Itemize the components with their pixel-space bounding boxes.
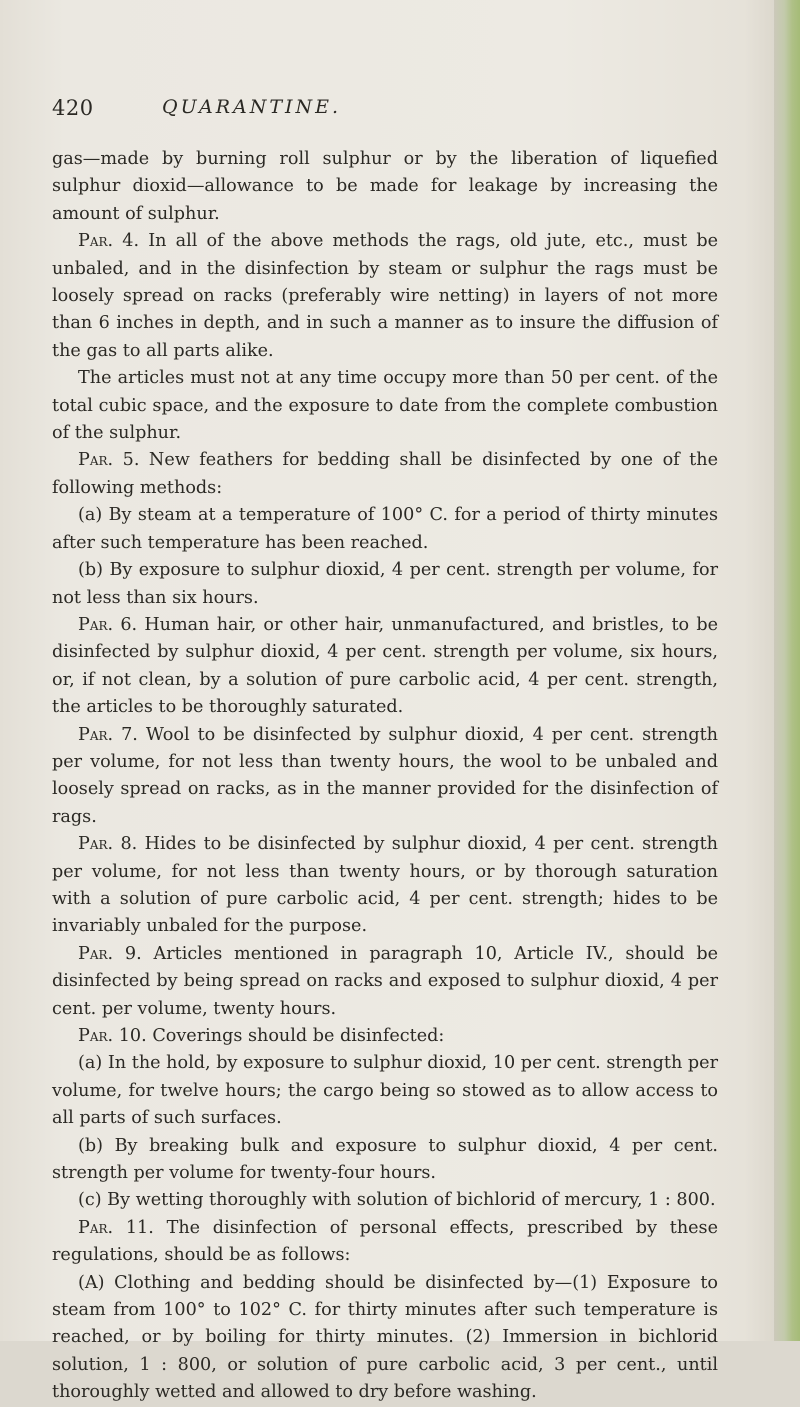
paragraph-par-6: Par. 6. Human hair, or other hair, unmanufactured, and bristles, to be disinfected by sulphur dioxid, 4 per cent. strength per volume, six hours, or, if not clean, by a solution of pure carbolic acid, 4 per cent. strength, the articles to be thoroughly saturated. — [52, 614, 719, 718]
list-item-b: (b) By breaking bulk and exposure to sulphur dioxid, 4 per cent. strength per volume for twenty-four hours. — [52, 1135, 718, 1184]
list-item-b: (b) By exposure to sulphur dioxid, 4 per cent. strength per volume, for not less than six hours. — [52, 560, 718, 608]
paragraph-par-7: Par. 7. Wool to be disinfected by sulphur dioxid, 4 per cent. strength per volume, for not less than twenty hours, the wool to be unbaled and loosely spread on racks, as in the manner provided for the disinfection of rags. — [52, 724, 718, 827]
body-text — [52, 146, 718, 1407]
paragraph-label: Par. 7. — [78, 724, 138, 745]
list-item-a: (a) In the hold, by exposure to sulphur dioxid, 10 per cent. strength per volume, for twelve hours; the cargo being so stowed as to allow access to all parts of such surfaces. — [52, 1053, 718, 1129]
paragraph-label: Par. 5. — [78, 450, 140, 471]
page-header — [52, 96, 692, 128]
paragraph-par-10: Par. 10. Coverings should be disinfected: — [78, 1026, 445, 1046]
paragraph-continuation: gas—made by burning roll sulphur or by the liberation of liquefied sulphur dioxid—allowance to be made for leakage by increasing the amount of sulphur. — [52, 149, 718, 224]
list-item-A: (A) Clothing and bedding should be disinfected by—(1) Exposure to steam from 100° to 102° C. for thirty minutes after such temperature is reached, or by boiling for thirty minutes. (2) Immersion in bichlorid solution, 1 : 800, or solution of pure carbolic acid, 3 per cent., until thoroughly wetted and allowed to dry before washing. — [52, 1272, 718, 1403]
page-number: 420 — [52, 96, 94, 120]
paragraph-par-5: Par. 5. New feathers for bedding shall be disinfected by one of the following methods: — [52, 450, 718, 498]
paragraph-par-8: Par. 8. Hides to be disinfected by sulphur dioxid, 4 per cent. strength per volume, for not less than twenty hours, or by thorough saturation with a solution of pure carbolic acid, 4 per cent. strength; hides to be invariably unbaled for the purpose. — [52, 834, 719, 937]
paragraph-label: Par. 9. — [78, 943, 142, 964]
paragraph-label: Par. 4. — [78, 231, 140, 252]
paragraph: The articles must not at any time occupy more than 50 per cent. of the total cubic space, and the exposure to date from the complete combustion of the sulphur. — [52, 368, 718, 444]
list-item-c: (c) By wetting thoroughly with solution of bichlorid of mercury, 1 : 800. — [78, 1190, 716, 1211]
paragraph-label: Par. 10. — [78, 1026, 147, 1046]
paragraph-label: Par. 8. — [78, 834, 138, 855]
list-item-a: (a) By steam at a temperature of 100° C. for a period of thirty minutes after such temperature has been reached. — [52, 505, 718, 553]
page-edge-stain — [774, 0, 800, 1341]
paragraph-par-4: Par. 4. In all of the above methods the rags, old jute, etc., must be unbaled, and in the disinfection by steam or sulphur the rags must be loosely spread on racks (preferably wire netting) in layers of not more than 6 inches in depth, and in such a manner as to insure the diffusion of the gas to all parts alike. — [52, 231, 719, 361]
running-head: QUARANTINE. — [162, 96, 342, 118]
paragraph-label: Par. 6. — [78, 614, 138, 635]
paragraph-par-9: Par. 9. Articles mentioned in paragraph 10, Article IV., should be disinfected by being spread on racks and exposed to sulphur dioxid, 4 per cent. per volume, twenty hours. — [52, 943, 718, 1019]
paragraph-par-11: Par. 11. The disinfection of personal effects, prescribed by these regulations, should be as follows: — [52, 1217, 718, 1266]
paragraph-label: Par. 11. — [78, 1217, 154, 1238]
